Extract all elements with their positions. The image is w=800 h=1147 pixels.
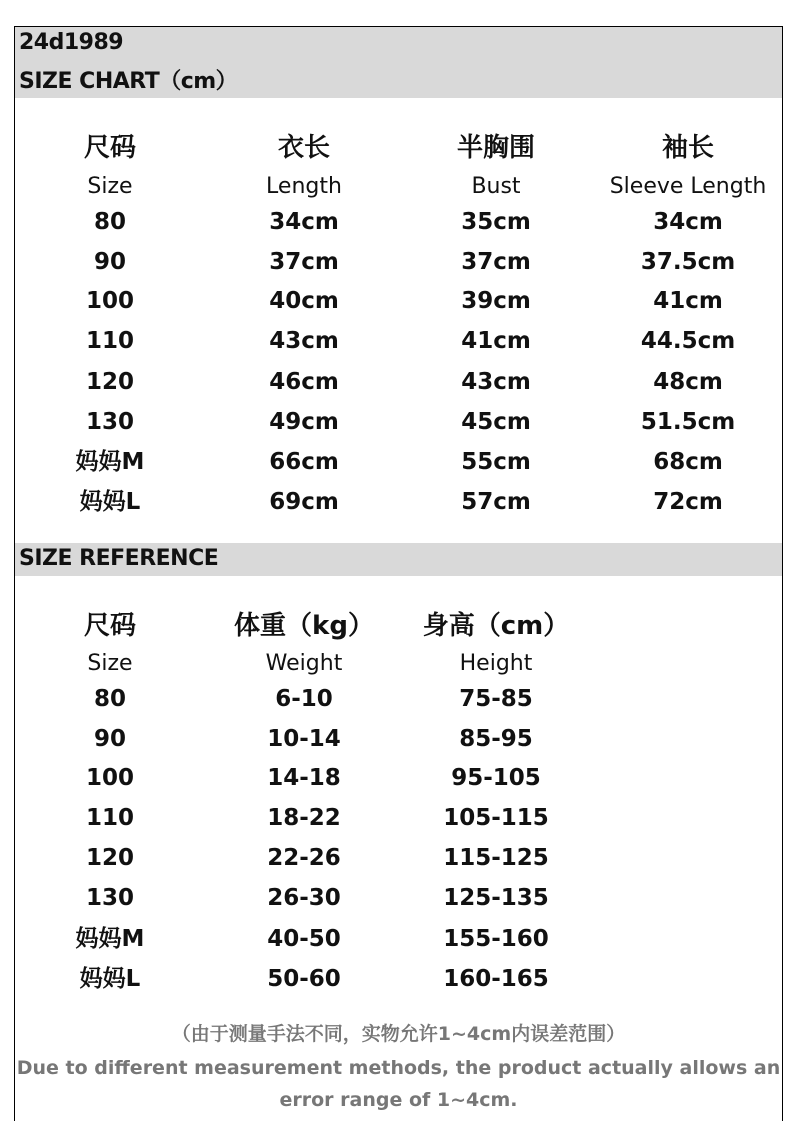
ref-cell-height: 105-115 bbox=[443, 805, 549, 831]
chart-cell-length: 69cm bbox=[269, 489, 339, 515]
chart-cell-bust: 41cm bbox=[461, 328, 531, 354]
chart-header-zh-length: 衣长 bbox=[277, 133, 331, 163]
ref-header-en-size: Size bbox=[87, 651, 133, 676]
ref-cell-size: 80 bbox=[93, 686, 127, 712]
ref-cell-size: 90 bbox=[93, 726, 127, 752]
chart-cell-bust: 57cm bbox=[461, 489, 531, 515]
product-code: 24d1989 bbox=[19, 30, 124, 55]
chart-cell-sleeve-length: 68cm bbox=[653, 449, 723, 475]
chart-cell-size: 130 bbox=[85, 409, 135, 435]
ref-header-zh-size: 尺码 bbox=[83, 611, 137, 641]
chart-cell-length: 46cm bbox=[269, 369, 339, 395]
chart-header-zh-size: 尺码 bbox=[83, 133, 137, 163]
chart-header-en-bust: Bust bbox=[471, 174, 521, 199]
note-english-line-1: Due to different measurement methods, the product actually allows an bbox=[16, 1057, 781, 1079]
size-chart-header bbox=[15, 27, 782, 98]
ref-cell-size: 130 bbox=[85, 885, 135, 911]
chart-cell-bust: 45cm bbox=[461, 409, 531, 435]
chart-header-en-sleeve-length: Sleeve Length bbox=[609, 174, 767, 199]
ref-header-en-weight: Weight bbox=[265, 651, 343, 676]
ref-cell-weight: 10-14 bbox=[267, 726, 341, 752]
ref-cell-weight: 14-18 bbox=[267, 765, 341, 791]
chart-cell-size: 120 bbox=[85, 369, 135, 395]
chart-cell-bust: 35cm bbox=[461, 209, 531, 235]
size-reference-header bbox=[15, 543, 782, 576]
chart-cell-sleeve-length: 41cm bbox=[653, 288, 723, 314]
note-english-line-2: error range of 1~4cm. bbox=[279, 1089, 518, 1111]
chart-cell-sleeve-length: 51.5cm bbox=[640, 409, 736, 435]
chart-cell-length: 34cm bbox=[269, 209, 339, 235]
ref-cell-size: 110 bbox=[85, 805, 135, 831]
ref-cell-height: 115-125 bbox=[443, 845, 549, 871]
chart-cell-sleeve-length: 44.5cm bbox=[640, 328, 736, 354]
ref-cell-height: 125-135 bbox=[443, 885, 549, 911]
ref-cell-size: 100 bbox=[85, 765, 135, 791]
chart-cell-size: 80 bbox=[93, 209, 127, 235]
chart-cell-bust: 39cm bbox=[461, 288, 531, 314]
chart-header-en-length: Length bbox=[266, 174, 342, 199]
chart-header-zh-bust: 半胸围 bbox=[456, 133, 536, 163]
ref-cell-weight: 26-30 bbox=[267, 885, 341, 911]
chart-cell-size: 100 bbox=[85, 288, 135, 314]
ref-cell-weight: 40-50 bbox=[267, 926, 341, 952]
ref-cell-height: 75-85 bbox=[459, 686, 533, 712]
ref-cell-weight: 6-10 bbox=[275, 686, 333, 712]
chart-cell-sleeve-length: 72cm bbox=[653, 489, 723, 515]
chart-cell-length: 37cm bbox=[269, 249, 339, 275]
size-chart-title: SIZE CHART（cm） bbox=[19, 69, 238, 94]
chart-cell-length: 43cm bbox=[269, 328, 339, 354]
chart-cell-size: 妈妈L bbox=[79, 489, 141, 515]
chart-cell-sleeve-length: 48cm bbox=[653, 369, 723, 395]
ref-cell-size: 妈妈M bbox=[75, 926, 145, 952]
ref-cell-weight: 22-26 bbox=[267, 845, 341, 871]
ref-cell-height: 155-160 bbox=[443, 926, 549, 952]
note-english bbox=[15, 1052, 782, 1116]
ref-cell-size: 妈妈L bbox=[79, 966, 141, 992]
size-reference-title: SIZE REFERENCE bbox=[19, 546, 219, 571]
ref-cell-size: 120 bbox=[85, 845, 135, 871]
chart-cell-bust: 37cm bbox=[461, 249, 531, 275]
size-chart-frame bbox=[14, 26, 783, 1121]
chart-cell-sleeve-length: 34cm bbox=[653, 209, 723, 235]
ref-cell-height: 85-95 bbox=[459, 726, 533, 752]
chart-cell-length: 66cm bbox=[269, 449, 339, 475]
ref-cell-weight: 50-60 bbox=[267, 966, 341, 992]
ref-cell-height: 95-105 bbox=[451, 765, 541, 791]
ref-cell-height: 160-165 bbox=[443, 966, 549, 992]
ref-cell-weight: 18-22 bbox=[267, 805, 341, 831]
chart-header-zh-sleeve-length: 袖长 bbox=[661, 133, 715, 163]
ref-header-en-height: Height bbox=[459, 651, 533, 676]
chart-header-en-size: Size bbox=[87, 174, 133, 199]
ref-header-zh-weight: 体重（kg） bbox=[234, 611, 374, 641]
chart-cell-bust: 43cm bbox=[461, 369, 531, 395]
chart-cell-size: 90 bbox=[93, 249, 127, 275]
chart-cell-sleeve-length: 37.5cm bbox=[640, 249, 736, 275]
chart-cell-size: 110 bbox=[85, 328, 135, 354]
note-chinese: （由于测量手法不同，实物允许1~4cm内误差范围） bbox=[171, 1023, 626, 1045]
chart-cell-length: 40cm bbox=[269, 288, 339, 314]
chart-cell-size: 妈妈M bbox=[75, 449, 145, 475]
ref-header-zh-height: 身高（cm） bbox=[422, 611, 570, 641]
chart-cell-bust: 55cm bbox=[461, 449, 531, 475]
chart-cell-length: 49cm bbox=[269, 409, 339, 435]
